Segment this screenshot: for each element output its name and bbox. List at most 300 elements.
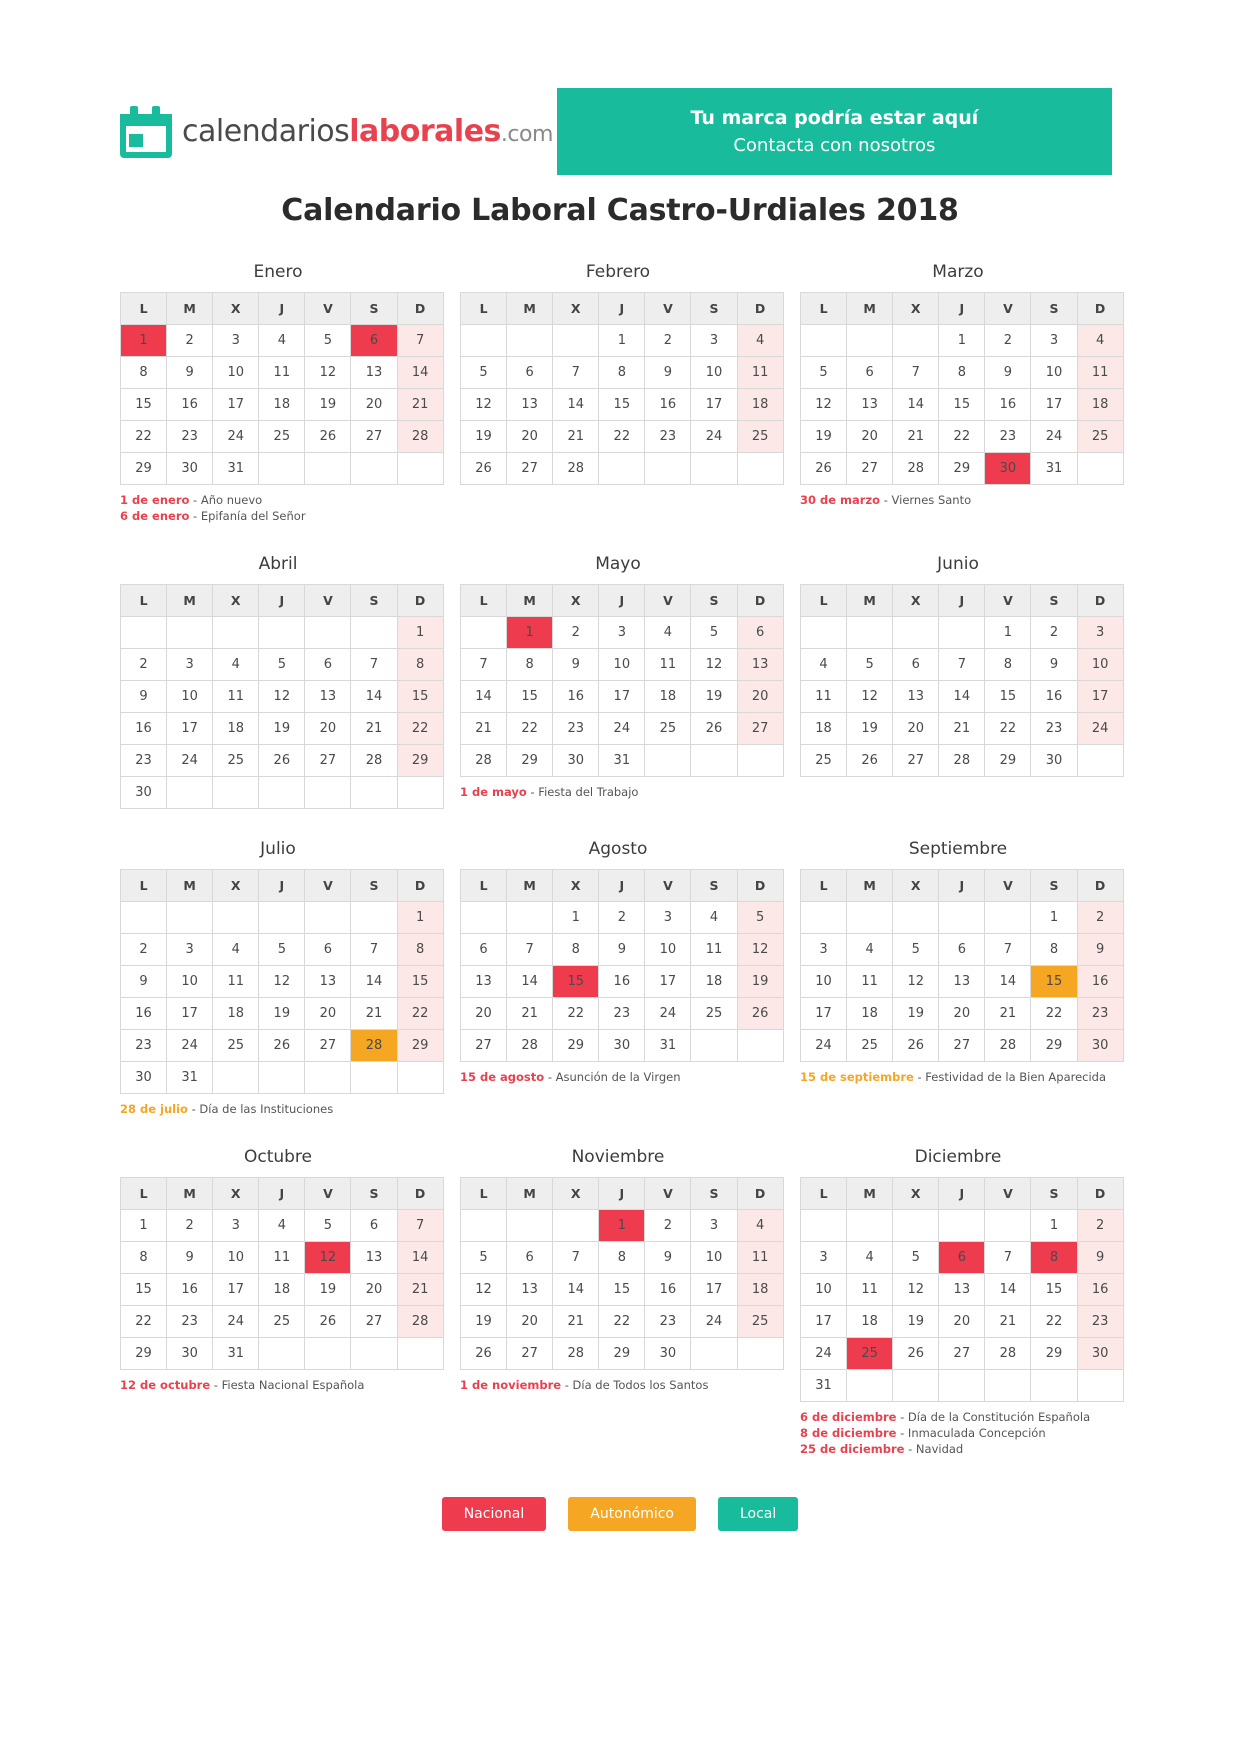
day-cell: 15: [121, 389, 167, 421]
weekday-header: X: [553, 870, 599, 902]
ad-banner-subline: Contacta con nosotros: [733, 135, 936, 156]
day-cell-empty: [1077, 1370, 1123, 1402]
week-row: [801, 617, 1124, 649]
day-cell: 22: [1031, 1306, 1077, 1338]
holiday-note-text: - Día de las Instituciones: [187, 1102, 334, 1116]
day-cell: 22: [1031, 998, 1077, 1030]
month-block: [460, 1147, 776, 1457]
day-cell-empty: [461, 1210, 507, 1242]
day-cell: 2: [167, 325, 213, 357]
weekday-header: L: [461, 293, 507, 325]
week-row: [801, 1306, 1124, 1338]
legend-chip-aut[interactable]: Autonómico: [568, 1497, 696, 1531]
weekday-header: X: [553, 1178, 599, 1210]
week-row: [121, 1030, 444, 1062]
weekday-header: V: [985, 585, 1031, 617]
day-cell-empty: [847, 1210, 893, 1242]
day-cell: 22: [599, 1306, 645, 1338]
day-cell: 21: [351, 713, 397, 745]
day-cell: 16: [645, 1274, 691, 1306]
day-cell: 12: [461, 389, 507, 421]
day-cell: 20: [351, 389, 397, 421]
logo-text-part1: calendarios: [182, 114, 350, 149]
holiday-note-date: 30 de marzo: [800, 493, 881, 507]
day-cell: 3: [691, 325, 737, 357]
weekday-header: M: [507, 1178, 553, 1210]
day-cell: 11: [691, 934, 737, 966]
week-row: [461, 453, 784, 485]
day-cell: 4: [691, 902, 737, 934]
day-cell: 25: [691, 998, 737, 1030]
day-cell: 15: [985, 681, 1031, 713]
day-cell-empty: [305, 617, 351, 649]
day-cell-holiday: 28: [351, 1030, 397, 1062]
day-cell: 5: [305, 325, 351, 357]
day-cell: 20: [939, 998, 985, 1030]
day-cell: 21: [985, 998, 1031, 1030]
day-cell: 20: [893, 713, 939, 745]
day-cell: 20: [461, 998, 507, 1030]
day-cell: 15: [939, 389, 985, 421]
weekday-header: M: [507, 870, 553, 902]
weekday-header-row: [801, 870, 1124, 902]
month-name: Abril: [258, 554, 298, 574]
day-cell: 14: [461, 681, 507, 713]
day-cell: 2: [553, 617, 599, 649]
month-name: Diciembre: [914, 1147, 1002, 1167]
day-cell: 8: [939, 357, 985, 389]
day-cell: 4: [737, 1210, 783, 1242]
week-row: [121, 998, 444, 1030]
day-cell: 21: [461, 713, 507, 745]
holiday-note-text: - Inmaculada Concepción: [896, 1426, 1046, 1440]
weekday-header: J: [599, 293, 645, 325]
day-cell: 30: [167, 1338, 213, 1370]
month-name: Junio: [937, 554, 979, 574]
holiday-note-date: 25 de diciembre: [800, 1442, 905, 1456]
legend-chip-nac[interactable]: Nacional: [442, 1497, 547, 1531]
day-cell: 29: [985, 745, 1031, 777]
weekday-header: V: [305, 870, 351, 902]
month-name: Mayo: [595, 554, 641, 574]
holiday-notes: [800, 1069, 1116, 1085]
day-cell: 10: [801, 966, 847, 998]
day-cell: 29: [599, 1338, 645, 1370]
weekday-header: J: [599, 585, 645, 617]
page-header: [0, 0, 1240, 175]
site-logo[interactable]: [120, 88, 553, 175]
day-cell-empty: [893, 1210, 939, 1242]
day-cell: 13: [461, 966, 507, 998]
weekday-header: D: [737, 293, 783, 325]
row-spacer: [120, 1117, 1120, 1147]
weekday-header: X: [553, 293, 599, 325]
day-cell-empty: [305, 777, 351, 809]
day-cell: 17: [599, 681, 645, 713]
day-cell: 28: [397, 421, 443, 453]
day-cell-empty: [351, 902, 397, 934]
day-cell: 6: [305, 934, 351, 966]
day-cell: 5: [259, 649, 305, 681]
day-cell: 24: [801, 1030, 847, 1062]
day-cell: 16: [985, 389, 1031, 421]
week-row: [801, 389, 1124, 421]
weekday-header: S: [351, 1178, 397, 1210]
day-cell: 14: [553, 389, 599, 421]
day-cell-empty: [351, 777, 397, 809]
weekday-header: D: [397, 870, 443, 902]
holiday-note: [800, 1409, 1116, 1425]
day-cell: 11: [259, 1242, 305, 1274]
weekday-header-row: [801, 1178, 1124, 1210]
day-cell: 17: [1031, 389, 1077, 421]
holiday-note-date: 15 de agosto: [460, 1070, 545, 1084]
day-cell: 6: [461, 934, 507, 966]
holiday-note: [460, 1377, 776, 1393]
weekday-header: V: [645, 1178, 691, 1210]
week-row: [801, 325, 1124, 357]
day-cell: 9: [1031, 649, 1077, 681]
day-cell: 7: [351, 934, 397, 966]
day-cell: 19: [847, 713, 893, 745]
day-cell: 24: [213, 1306, 259, 1338]
weekday-header: D: [1077, 585, 1123, 617]
day-cell-holiday: 8: [1031, 1242, 1077, 1274]
day-cell-empty: [847, 325, 893, 357]
day-cell: 26: [801, 453, 847, 485]
weekday-header: S: [351, 870, 397, 902]
day-cell: 26: [847, 745, 893, 777]
day-cell-empty: [893, 617, 939, 649]
day-cell: 4: [213, 649, 259, 681]
day-cell: 2: [1077, 1210, 1123, 1242]
day-cell: 17: [691, 389, 737, 421]
weekday-header: J: [939, 1178, 985, 1210]
weekday-header: S: [691, 293, 737, 325]
day-cell: 5: [259, 934, 305, 966]
weekday-header: J: [939, 585, 985, 617]
day-cell: 25: [801, 745, 847, 777]
day-cell: 30: [167, 453, 213, 485]
holiday-note: [460, 1069, 776, 1085]
week-row: [461, 713, 784, 745]
day-cell: 22: [121, 1306, 167, 1338]
day-cell: 8: [599, 1242, 645, 1274]
day-cell: 11: [737, 1242, 783, 1274]
day-cell-empty: [507, 325, 553, 357]
weekday-header: D: [397, 1178, 443, 1210]
day-cell-empty: [351, 1338, 397, 1370]
week-row: [461, 649, 784, 681]
day-cell-empty: [985, 902, 1031, 934]
day-cell: 24: [801, 1338, 847, 1370]
week-row: [461, 1338, 784, 1370]
ad-banner[interactable]: [557, 88, 1112, 175]
day-cell-empty: [259, 617, 305, 649]
day-cell-empty: [121, 902, 167, 934]
legend: [0, 1497, 1240, 1531]
day-cell: 2: [645, 1210, 691, 1242]
weekday-header: X: [213, 585, 259, 617]
day-cell: 16: [599, 966, 645, 998]
day-cell: 6: [737, 617, 783, 649]
holiday-note-text: - Año nuevo: [189, 493, 263, 507]
holiday-note: [120, 1377, 436, 1393]
holiday-notes: [800, 492, 1116, 508]
day-cell: 15: [599, 389, 645, 421]
day-cell-empty: [351, 617, 397, 649]
day-cell: 19: [259, 713, 305, 745]
day-cell-empty: [461, 902, 507, 934]
holiday-note-text: - Fiesta del Trabajo: [526, 785, 639, 799]
weekday-header: M: [167, 585, 213, 617]
day-cell: 1: [397, 902, 443, 934]
holiday-note-date: 6 de enero: [120, 509, 190, 523]
day-cell: 6: [847, 357, 893, 389]
week-row: [461, 421, 784, 453]
weekday-header-row: [121, 293, 444, 325]
day-cell-empty: [259, 1062, 305, 1094]
day-cell: 18: [645, 681, 691, 713]
week-row: [801, 998, 1124, 1030]
day-cell: 19: [893, 1306, 939, 1338]
day-cell: 30: [599, 1030, 645, 1062]
day-cell: 12: [801, 389, 847, 421]
day-cell-empty: [645, 745, 691, 777]
day-cell: 29: [121, 1338, 167, 1370]
day-cell: 21: [553, 421, 599, 453]
day-cell: 15: [507, 681, 553, 713]
weekday-header: X: [893, 870, 939, 902]
holiday-note-text: - Navidad: [904, 1442, 964, 1456]
week-row: [121, 934, 444, 966]
day-cell: 17: [167, 713, 213, 745]
month-name: Agosto: [588, 839, 648, 859]
month-block: [800, 554, 1116, 809]
day-cell: 31: [213, 1338, 259, 1370]
day-cell: 12: [893, 966, 939, 998]
day-cell: 21: [939, 713, 985, 745]
day-cell: 24: [691, 421, 737, 453]
holiday-note-date: 28 de julio: [120, 1102, 188, 1116]
holiday-note: [800, 1425, 1116, 1441]
day-cell: 19: [305, 1274, 351, 1306]
week-row: [121, 966, 444, 998]
week-row: [121, 421, 444, 453]
day-cell: 5: [305, 1210, 351, 1242]
day-cell-empty: [801, 617, 847, 649]
day-cell: 6: [893, 649, 939, 681]
day-cell-holiday: 30: [985, 453, 1031, 485]
week-row: [121, 1338, 444, 1370]
day-cell: 30: [645, 1338, 691, 1370]
weekday-header: S: [351, 585, 397, 617]
weekday-header: S: [351, 293, 397, 325]
day-cell: 8: [599, 357, 645, 389]
day-cell: 27: [461, 1030, 507, 1062]
day-cell: 26: [305, 1306, 351, 1338]
day-cell: 23: [1077, 1306, 1123, 1338]
week-row: [461, 681, 784, 713]
day-cell: 21: [985, 1306, 1031, 1338]
day-cell: 29: [1031, 1338, 1077, 1370]
day-cell: 18: [737, 1274, 783, 1306]
weekday-header: M: [167, 293, 213, 325]
day-cell: 27: [305, 745, 351, 777]
weekday-header-row: [121, 870, 444, 902]
day-cell: 25: [737, 1306, 783, 1338]
week-row: [801, 1338, 1124, 1370]
day-cell: 18: [213, 713, 259, 745]
day-cell: 29: [939, 453, 985, 485]
day-cell: 23: [553, 713, 599, 745]
day-cell: 19: [259, 998, 305, 1030]
day-cell-empty: [737, 1338, 783, 1370]
day-cell-empty: [213, 617, 259, 649]
weekday-header: S: [691, 1178, 737, 1210]
day-cell: 7: [351, 649, 397, 681]
day-cell: 26: [737, 998, 783, 1030]
day-cell: 19: [893, 998, 939, 1030]
day-cell: 3: [645, 902, 691, 934]
week-row: [121, 357, 444, 389]
weekday-header: X: [213, 1178, 259, 1210]
day-cell: 22: [507, 713, 553, 745]
day-cell: 17: [213, 1274, 259, 1306]
weekday-header: L: [461, 585, 507, 617]
day-cell: 18: [737, 389, 783, 421]
day-cell: 6: [507, 357, 553, 389]
week-row: [461, 357, 784, 389]
weekday-header: S: [1031, 870, 1077, 902]
day-cell: 11: [801, 681, 847, 713]
day-cell: 27: [737, 713, 783, 745]
day-cell: 16: [645, 389, 691, 421]
day-cell: 2: [599, 902, 645, 934]
holiday-note-date: 15 de septiembre: [800, 1070, 914, 1084]
day-cell: 20: [737, 681, 783, 713]
week-row: [121, 649, 444, 681]
day-cell: 15: [397, 681, 443, 713]
week-row: [801, 902, 1124, 934]
weekday-header: L: [801, 870, 847, 902]
day-cell: 10: [645, 934, 691, 966]
day-cell: 12: [305, 357, 351, 389]
day-cell: 20: [305, 713, 351, 745]
month-table: [460, 1177, 784, 1370]
day-cell: 9: [121, 681, 167, 713]
day-cell: 2: [1077, 902, 1123, 934]
week-row: [121, 389, 444, 421]
month-row: [120, 262, 1120, 524]
holiday-note-text: - Asunción de la Virgen: [544, 1070, 681, 1084]
day-cell: 26: [691, 713, 737, 745]
day-cell: 7: [397, 1210, 443, 1242]
weekday-header: L: [121, 293, 167, 325]
week-row: [801, 713, 1124, 745]
day-cell: 10: [213, 1242, 259, 1274]
day-cell: 16: [121, 998, 167, 1030]
day-cell: 8: [397, 934, 443, 966]
weekday-header: J: [259, 1178, 305, 1210]
holiday-note: [800, 1441, 1116, 1457]
day-cell: 12: [461, 1274, 507, 1306]
day-cell-empty: [737, 745, 783, 777]
weekday-header: V: [645, 870, 691, 902]
day-cell-empty: [893, 1370, 939, 1402]
week-row: [121, 453, 444, 485]
day-cell: 8: [553, 934, 599, 966]
day-cell-empty: [847, 1370, 893, 1402]
holiday-notes: [120, 492, 436, 524]
weekday-header: J: [259, 293, 305, 325]
day-cell: 30: [553, 745, 599, 777]
day-cell: 20: [507, 421, 553, 453]
week-row: [461, 1242, 784, 1274]
row-spacer: [120, 524, 1120, 554]
month-table: [460, 292, 784, 485]
day-cell: 25: [1077, 421, 1123, 453]
weekday-header: L: [461, 1178, 507, 1210]
day-cell: 14: [985, 1274, 1031, 1306]
day-cell: 25: [213, 1030, 259, 1062]
week-row: [121, 1062, 444, 1094]
weekday-header: V: [645, 585, 691, 617]
holiday-notes: [460, 784, 776, 800]
weekday-header: J: [599, 870, 645, 902]
day-cell-empty: [305, 1338, 351, 1370]
day-cell-holiday: 1: [121, 325, 167, 357]
weekday-header: M: [507, 293, 553, 325]
day-cell-empty: [1031, 1370, 1077, 1402]
day-cell: 3: [801, 934, 847, 966]
day-cell: 8: [397, 649, 443, 681]
day-cell-empty: [939, 902, 985, 934]
day-cell: 13: [305, 966, 351, 998]
day-cell: 15: [397, 966, 443, 998]
day-cell: 17: [801, 998, 847, 1030]
day-cell: 4: [259, 325, 305, 357]
day-cell-empty: [691, 745, 737, 777]
holiday-note-text: - Viernes Santo: [880, 493, 972, 507]
day-cell-empty: [599, 453, 645, 485]
day-cell: 17: [167, 998, 213, 1030]
week-row: [121, 713, 444, 745]
day-cell: 14: [397, 357, 443, 389]
calendar-icon: [120, 106, 172, 158]
legend-chip-loc[interactable]: Local: [718, 1497, 798, 1531]
holiday-note-text: - Día de Todos los Santos: [561, 1378, 709, 1392]
day-cell: 31: [645, 1030, 691, 1062]
month-table: [120, 292, 444, 485]
day-cell: 25: [259, 1306, 305, 1338]
day-cell: 28: [939, 745, 985, 777]
day-cell-empty: [259, 453, 305, 485]
day-cell: 1: [553, 902, 599, 934]
day-cell: 22: [121, 421, 167, 453]
day-cell-empty: [305, 453, 351, 485]
day-cell: 28: [397, 1306, 443, 1338]
day-cell-empty: [461, 325, 507, 357]
day-cell: 2: [121, 649, 167, 681]
holiday-note-date: 1 de noviembre: [460, 1378, 562, 1392]
day-cell: 30: [121, 1062, 167, 1094]
day-cell-empty: [893, 325, 939, 357]
day-cell: 20: [305, 998, 351, 1030]
day-cell: 30: [121, 777, 167, 809]
day-cell: 24: [167, 1030, 213, 1062]
weekday-header: S: [691, 585, 737, 617]
